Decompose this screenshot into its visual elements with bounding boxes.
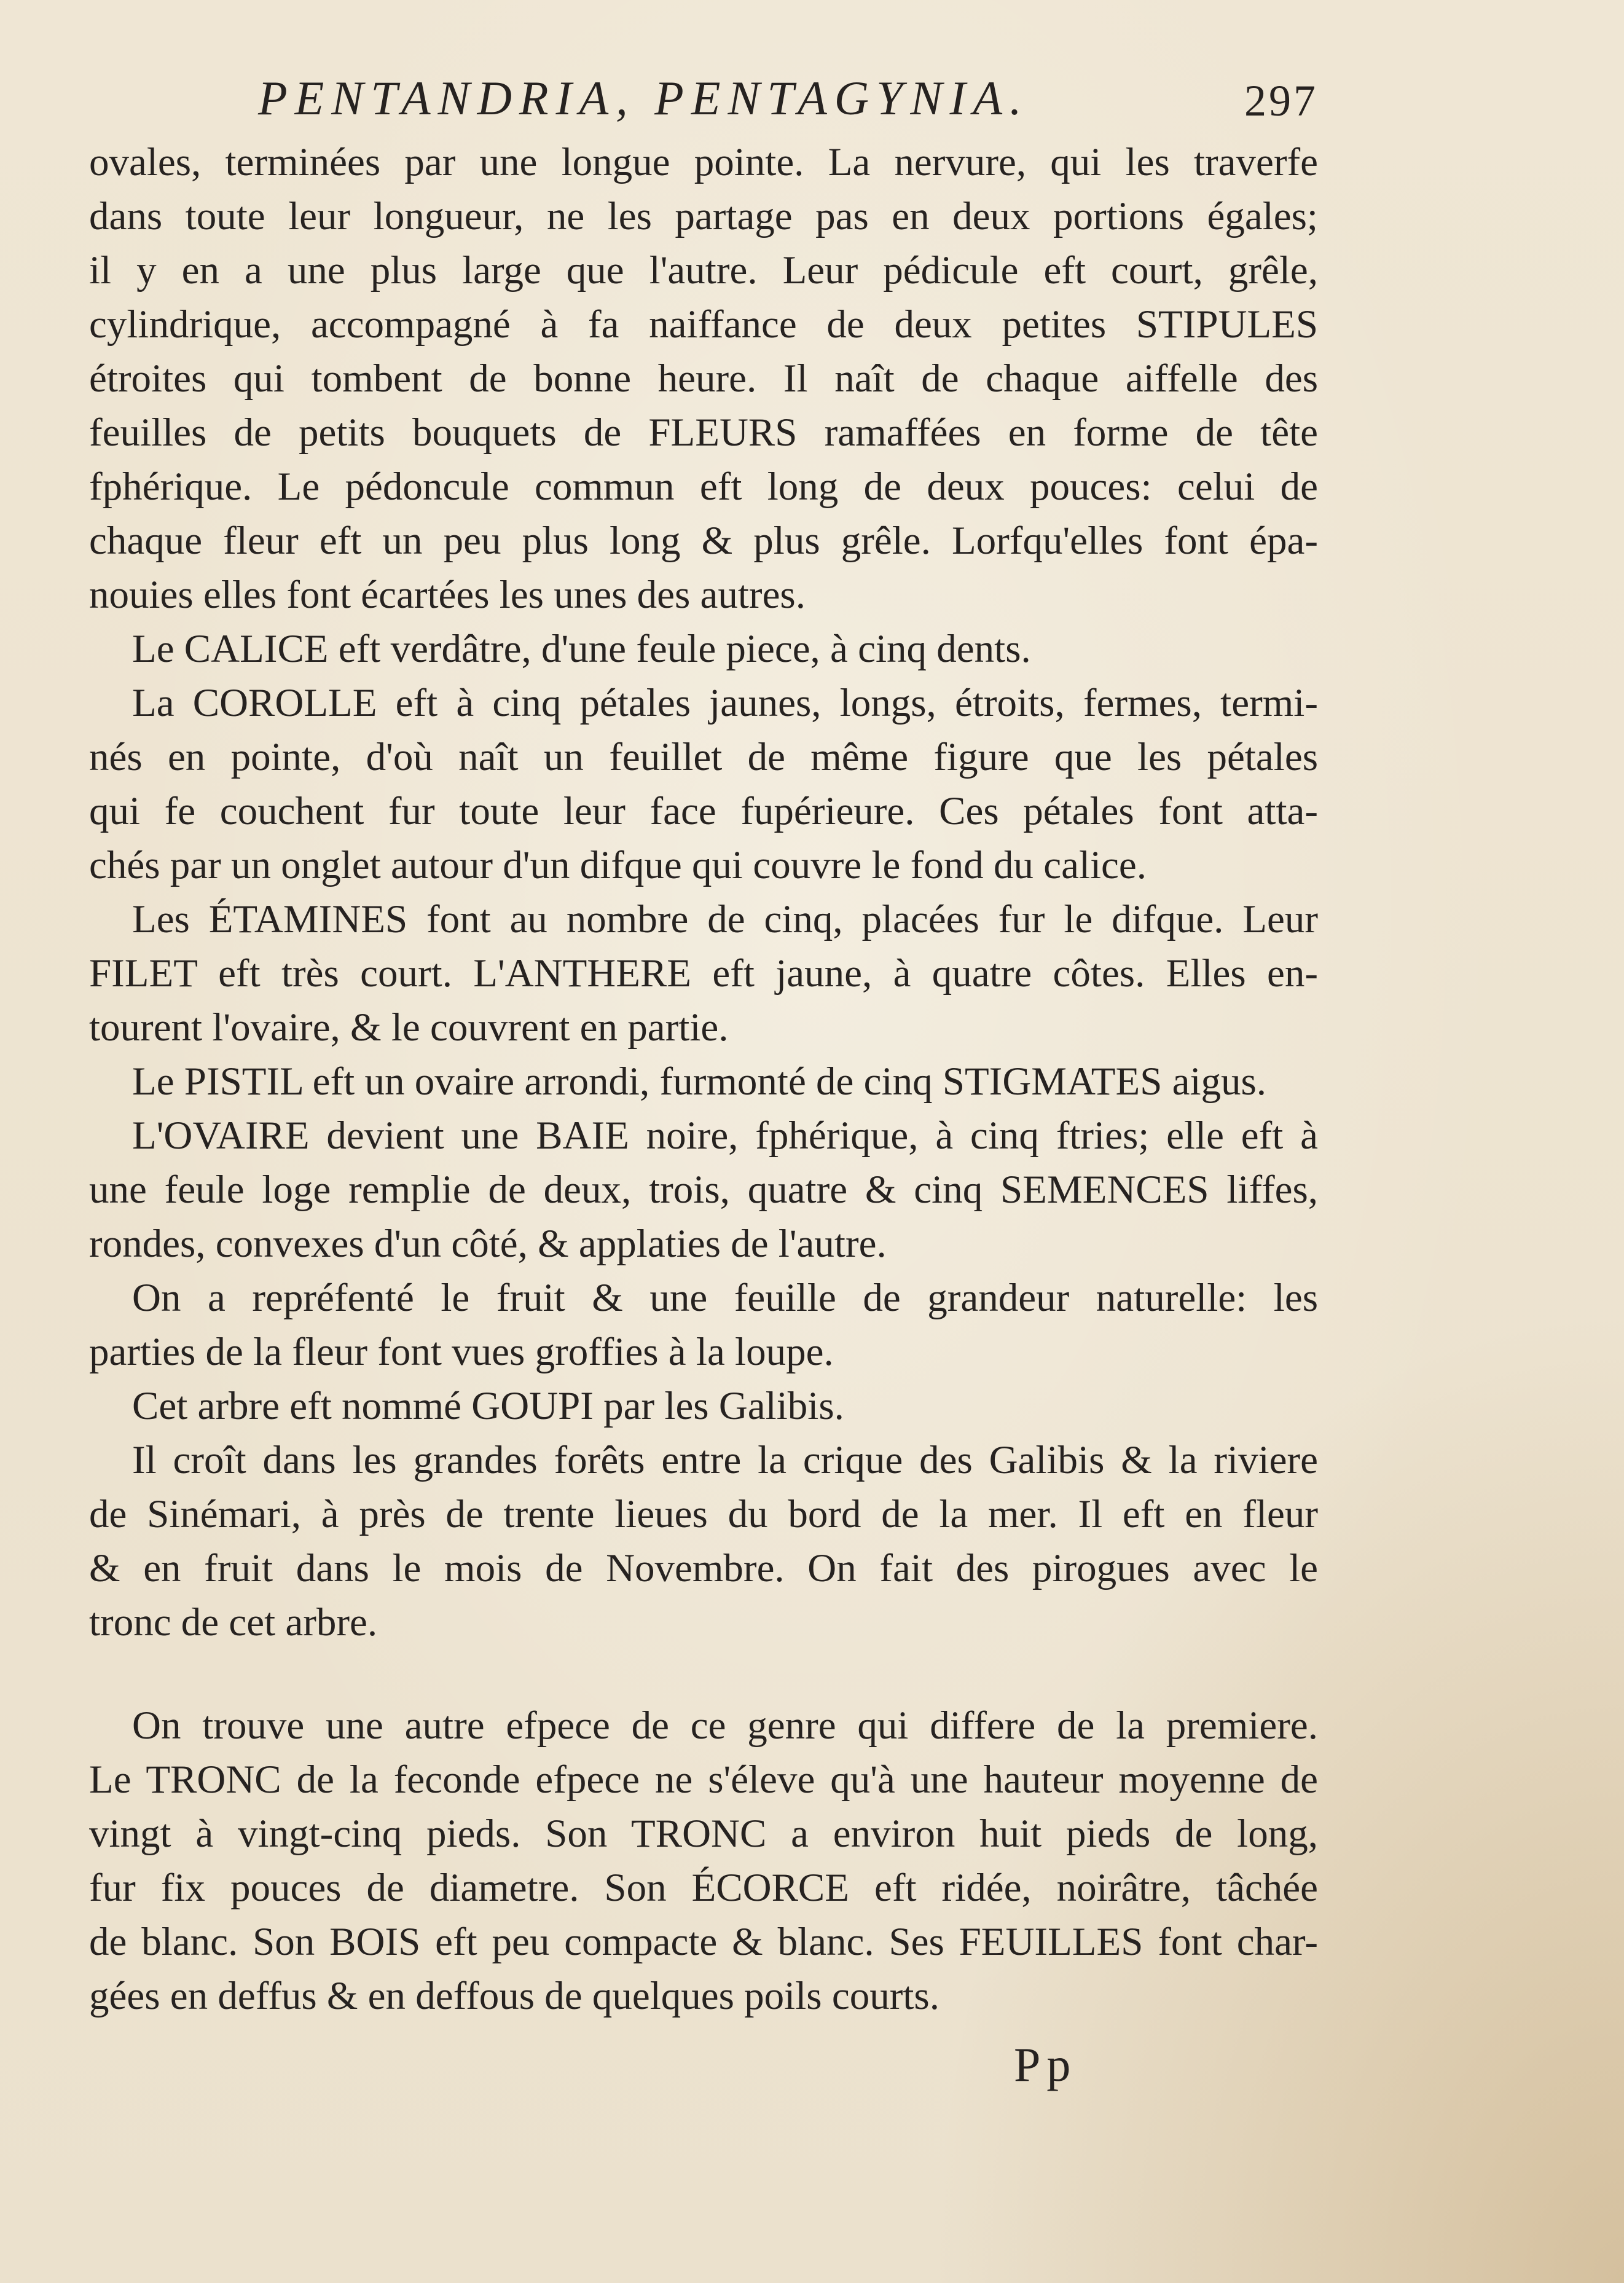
paragraph	[89, 1055, 1318, 1109]
signature-mark: Pp	[1014, 2038, 1077, 2091]
text-line: fphérique. Le pédoncule commun eft long de deux pouces: celui de	[89, 465, 1318, 509]
text-line: Les ÉTAMINES font au nombre de cinq, placées fur le difque. Leur	[132, 897, 1318, 941]
text-line: Le PISTIL eft un ovaire arrondi, furmonté de cinq STIGMATES aigus.	[132, 1059, 1267, 1104]
text-line: feuilles de petits bouquets de FLEURS ramaffées en forme de tête	[89, 411, 1318, 455]
text-line: cylindrique, accompagné à fa naiffance de deux petites STIPULES	[89, 302, 1318, 347]
paragraph	[89, 1699, 1318, 2023]
page-number: 297	[1244, 76, 1318, 125]
text-line: Le TRONC de la feconde efpece ne s'éleve qu'à une hauteur moyenne de	[89, 1758, 1318, 1802]
text-line: tourent l'ovaire, & le couvrent en partie.	[89, 1005, 729, 1050]
page-header	[89, 58, 1318, 132]
text-line: de blanc. Son BOIS eft peu compacte & blanc. Ses FEUILLES font char-	[89, 1920, 1318, 1964]
text-line: chaque fleur eft un peu plus long & plus grêle. Lorfqu'elles font épa-	[89, 519, 1318, 563]
text-line: étroites qui tombent de bonne heure. Il naît de chaque aiffelle des	[89, 356, 1318, 401]
body-text	[89, 135, 1318, 2023]
running-head: PENTANDRIA, PENTAGYNIA.	[258, 71, 1029, 125]
text-line: On trouve une autre efpece de ce genre qui differe de la premiere.	[132, 1703, 1318, 1748]
text-line: fur fix pouces de diametre. Son ÉCORCE eft ridée, noirâtre, tâchée	[89, 1866, 1318, 1910]
text-line: chés par un onglet autour d'un difque qui couvre le fond du calice.	[89, 843, 1147, 887]
text-line: il y en a une plus large que l'autre. Leur pédicule eft court, grêle,	[89, 248, 1318, 293]
text-line: & en fruit dans le mois de Novembre. On fait des pirogues avec le	[89, 1546, 1318, 1590]
paragraph	[89, 622, 1318, 676]
paragraph	[89, 892, 1318, 1055]
paragraph	[89, 1379, 1318, 1433]
paragraph	[89, 1271, 1318, 1379]
text-line: nouies elles font écartées les unes des autres.	[89, 573, 806, 617]
paragraph	[89, 676, 1318, 892]
text-line: de Sinémari, à près de trente lieues du bord de la mer. Il eft en fleur	[89, 1492, 1318, 1536]
text-line: On a repréfenté le fruit & une feuille de grandeur naturelle: les	[132, 1276, 1318, 1320]
text-line: gées en deffus & en deffous de quelques poils courts.	[89, 1974, 939, 2018]
paragraph	[89, 1109, 1318, 1271]
text-line: tronc de cet arbre.	[89, 1600, 378, 1644]
text-line: qui fe couchent fur toute leur face fupérieure. Ces pétales font atta-	[89, 789, 1318, 833]
paragraph	[89, 1433, 1318, 1649]
text-line: nés en pointe, d'où naît un feuillet de même figure que les pétales	[89, 735, 1318, 779]
text-line: vingt à vingt-cinq pieds. Son TRONC a environ huit pieds de long,	[89, 1812, 1318, 1856]
paragraph	[89, 135, 1318, 622]
text-line: parties de la fleur font vues groffies à la loupe.	[89, 1330, 834, 1374]
text-line: FILET eft très court. L'ANTHERE eft jaune, à quatre côtes. Elles en-	[89, 951, 1318, 996]
text-line: Il croît dans les grandes forêts entre la crique des Galibis & la riviere	[132, 1438, 1318, 1482]
text-line: rondes, convexes d'un côté, & applaties de l'autre.	[89, 1222, 887, 1266]
text-line: dans toute leur longueur, ne les partage pas en deux portions égales;	[89, 194, 1318, 238]
text-line: Cet arbre eft nommé GOUPI par les Galibis.	[132, 1384, 844, 1428]
text-line: une feule loge remplie de deux, trois, quatre & cinq SEMENCES liffes,	[89, 1168, 1318, 1212]
text-line: ovales, terminées par une longue pointe. La nervure, qui les traverfe	[89, 140, 1318, 184]
book-page	[89, 58, 1318, 2246]
text-line: L'OVAIRE devient une BAIE noire, fphérique, à cinq ftries; elle eft à	[132, 1114, 1318, 1158]
text-line: Le CALICE eft verdâtre, d'une feule piece, à cinq dents.	[132, 627, 1031, 671]
text-line: La COROLLE eft à cinq pétales jaunes, longs, étroits, fermes, termi-	[132, 681, 1318, 725]
section-gap	[89, 1649, 1318, 1699]
